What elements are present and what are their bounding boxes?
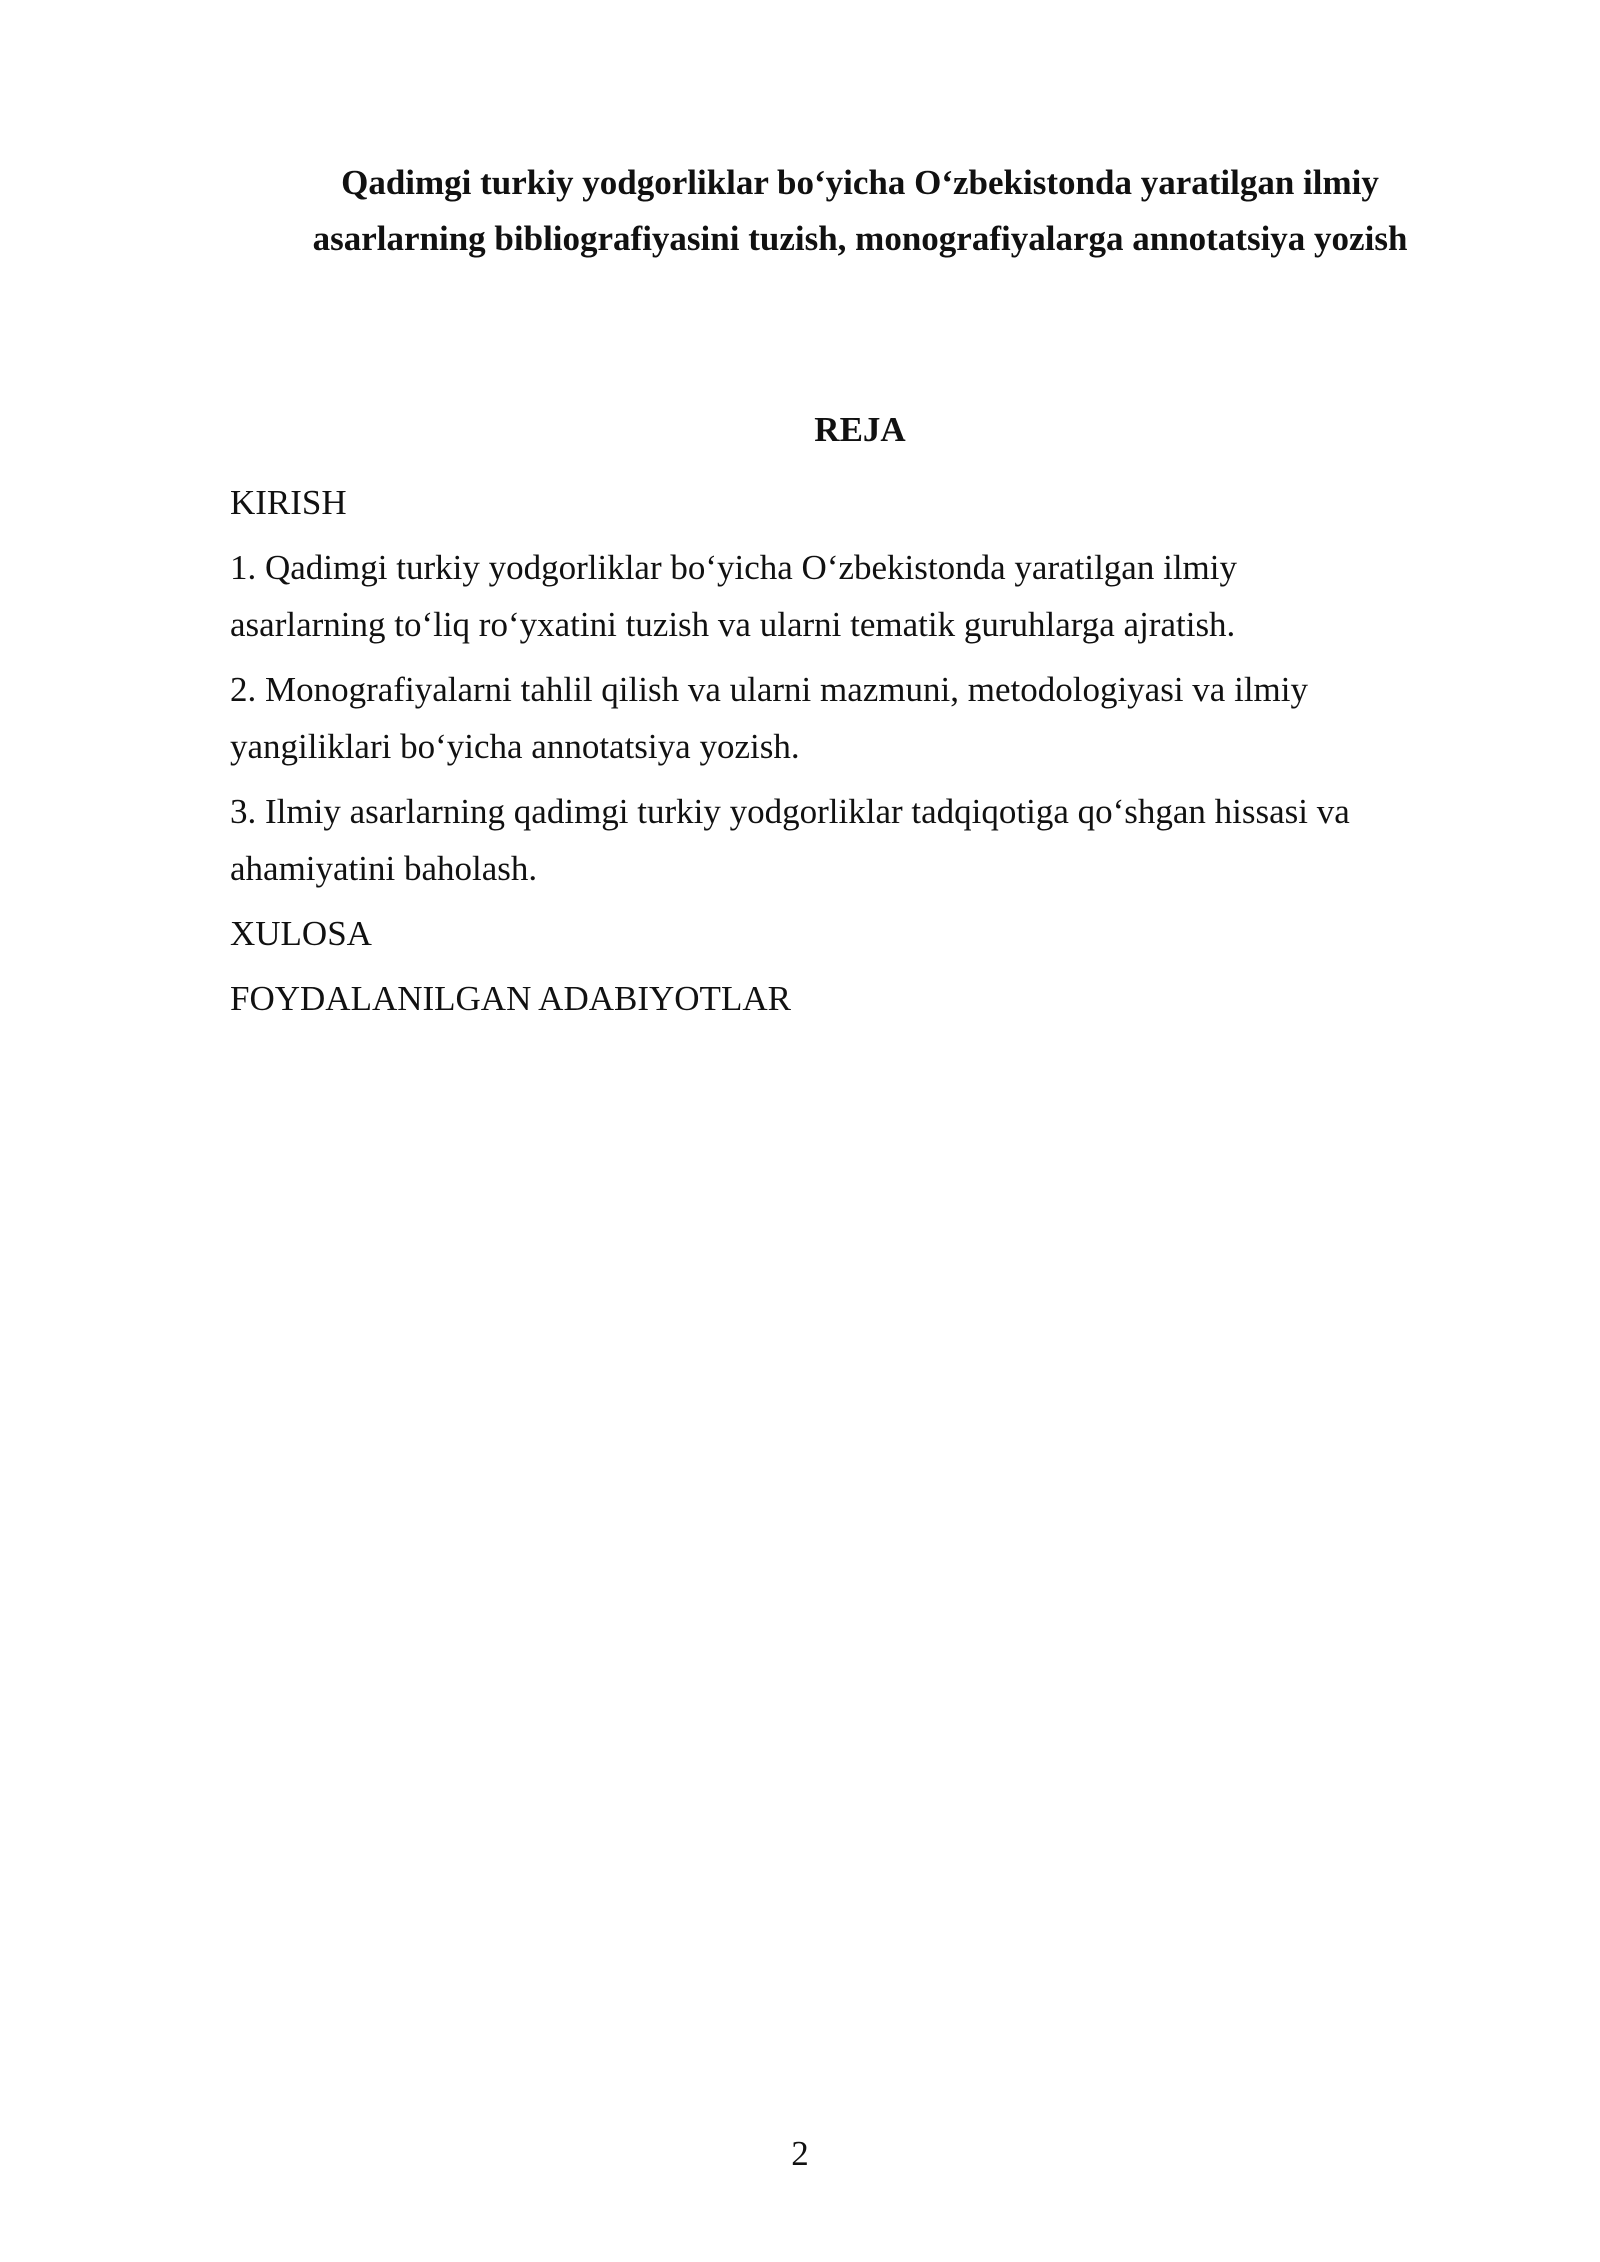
plan-item-conclusion: [230, 905, 1492, 962]
plan-item-line: 3. Ilmiy asarlarning qadimgi turkiy yodgorliklar tadqiqotiga qo‘shgan hissasi va: [230, 792, 1350, 831]
plan-item-3: [230, 783, 1492, 897]
plan-item-line: asarlarning to‘liq ro‘yxatini tuzish va ularni tematik guruhlarga ajratish.: [230, 605, 1236, 644]
plan-item-line: yangiliklari bo‘yicha annotatsiya yozish.: [230, 727, 800, 766]
plan-item-line: ahamiyatini baholash.: [230, 849, 538, 888]
plan-item-line: FOYDALANILGAN ADABIYOTLAR: [230, 979, 791, 1018]
plan-item-line: KIRISH: [230, 483, 347, 522]
plan-item-line: 1. Qadimgi turkiy yodgorliklar bo‘yicha O‘zbekistonda yaratilgan ilmiy: [230, 548, 1237, 587]
plan-item-line: XULOSA: [230, 914, 372, 953]
page-number: 2: [791, 2134, 809, 2173]
plan-item-introduction: [230, 474, 1492, 531]
plan-item-line: 2. Monografiyalarni tahlil qilish va ularni mazmuni, metodologiyasi va ilmiy: [230, 670, 1308, 709]
document-title: [230, 155, 1490, 267]
title-line: Qadimgi turkiy yodgorliklar bo‘yicha O‘zbekistonda yaratilgan ilmiy: [341, 163, 1379, 202]
plan-list: [230, 474, 1492, 1035]
plan-heading: REJA: [814, 410, 906, 449]
plan-item-2: [230, 661, 1492, 775]
title-line: asarlarning bibliografiyasini tuzish, monografiyalarga annotatsiya yozish: [312, 219, 1408, 258]
plan-item-1: [230, 539, 1492, 653]
plan-item-references: [230, 970, 1492, 1027]
